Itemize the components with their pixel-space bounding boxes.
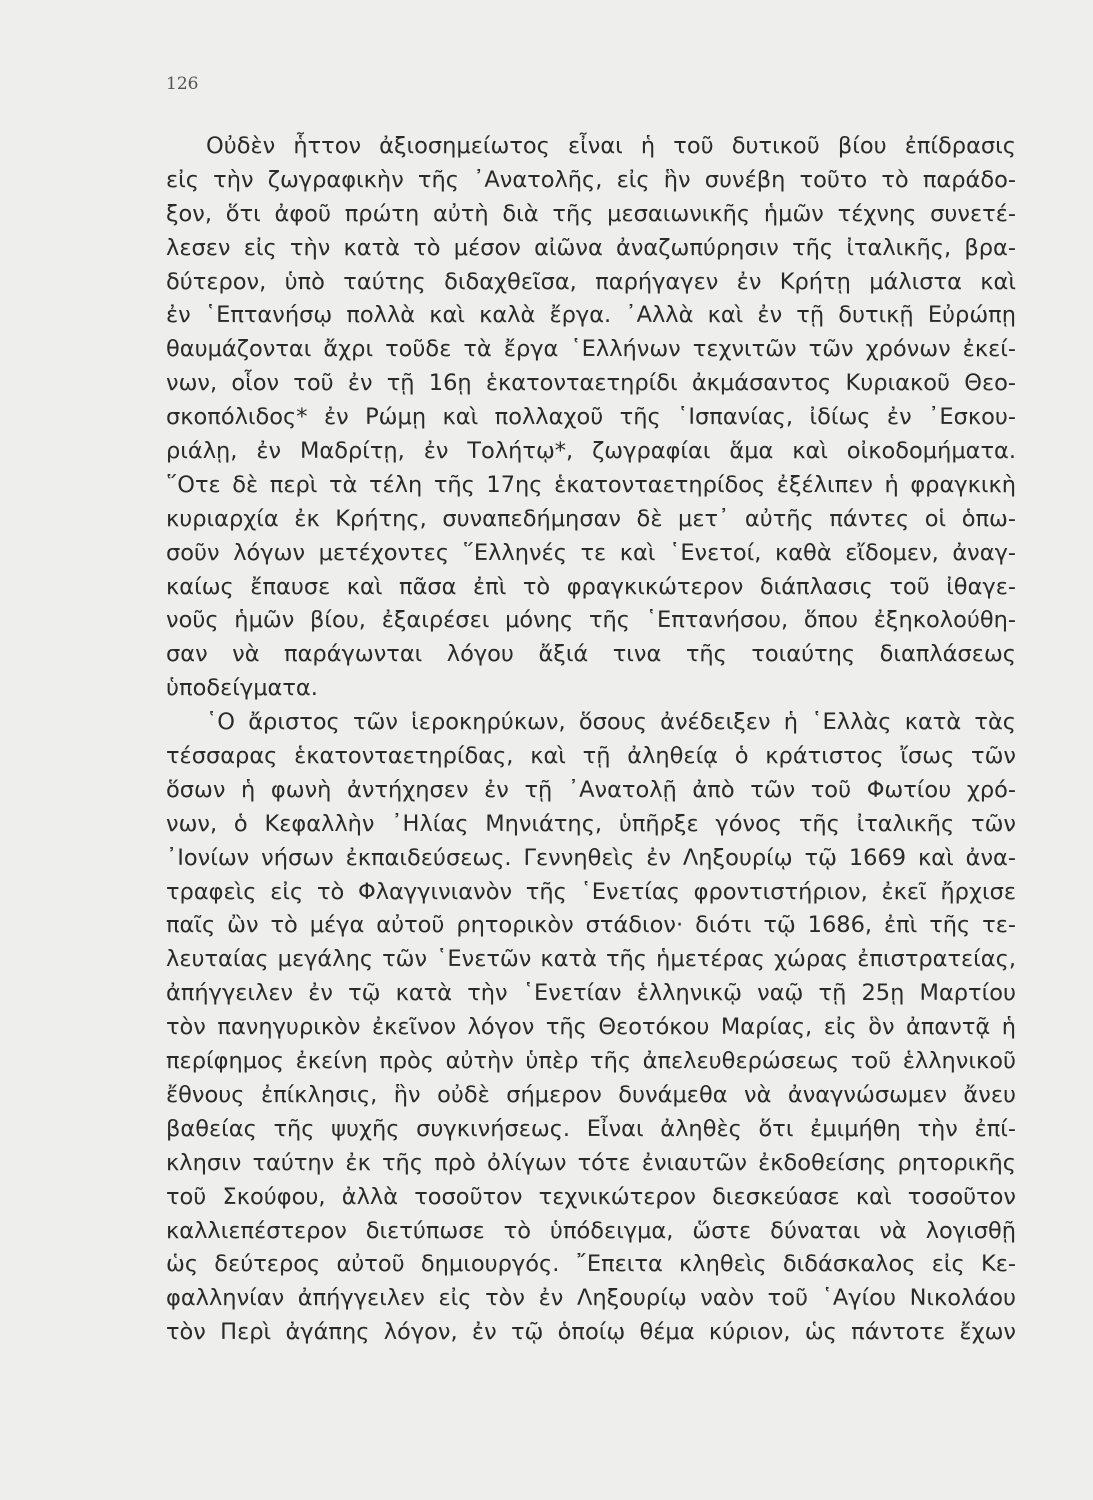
page-number: 126 (166, 74, 199, 94)
text-line: ἐν ῾Επτανήσῳ πολλὰ καὶ καλὰ ἔργα. ᾿Αλλὰ καὶ ἐν τῇ δυτικῇ Εὐρώπῃ (166, 302, 1016, 329)
text-line: τὸν πανηγυρικὸν ἐκεῖνον λόγον τῆς Θεοτόκου Μαρίας, εἰς ὃν ἀπαντᾷ ἡ (166, 1014, 1016, 1041)
text-line: δύτερον, ὑπὸ ταύτης διδαχθεῖσα, παρήγαγεν ἐν Κρήτῃ μάλιστα καὶ (166, 268, 1016, 295)
text-line: φαλληνίαν ἀπήγγειλεν εἰς τὸν ἐν Ληξουρίῳ ναὸν τοῦ ῾Αγίου Νικολάου (166, 1285, 1016, 1312)
paragraph-1 (166, 130, 1016, 706)
text-line: τραφεὶς εἰς τὸ Φλαγγινιανὸν τῆς ῾Ενετίας φροντιστήριον, ἐκεῖ ἤρχισε (166, 878, 1016, 905)
text-line: ὑποδείγματα. (166, 675, 318, 702)
text-line: καίως ἔπαυσε καὶ πᾶσα ἐπὶ τὸ φραγκικώτερον διάπλασις τοῦ ἰθαγε- (166, 573, 1016, 600)
text-line: νων, ὁ Κεφαλλὴν ᾿Ηλίας Μηνιάτης, ὑπῆρξε γόνος τῆς ἰταλικῆς τῶν (166, 810, 1016, 837)
text-line: τὸν Περὶ ἀγάπης λόγον, ἐν τῷ ὁποίῳ θέμα κύριον, ὡς πάντοτε ἔχων (166, 1319, 1016, 1346)
text-line: κλησιν ταύτην ἐκ τῆς πρὸ ὀλίγων τότε ἐνιαυτῶν ἐκδοθείσης ρητορικῆς (166, 1149, 1016, 1176)
text-line: ῾Ο ἄριστος τῶν ἱεροκηρύκων, ὅσους ἀνέδειξεν ἡ ῾Ελλὰς κατὰ τὰς (206, 709, 1016, 736)
text-line: παῖς ὢν τὸ μέγα αὐτοῦ ρητορικὸν στάδιον· διότι τῷ 1686, ἐπὶ τῆς τε- (166, 912, 1016, 939)
text-line: Οὐδὲν ἧττον ἀξιοσημείωτος εἶναι ἡ τοῦ δυτικοῦ βίου ἐπίδρασις (206, 133, 1016, 159)
body-text (166, 130, 1016, 1350)
text-line: ῞Οτε δὲ περὶ τὰ τέλη τῆς 17ης ἑκατονταετηρίδος ἐξέλιπεν ἡ φραγκικὴ (166, 471, 1016, 498)
text-line: λευταίας μεγάλης τῶν ῾Ενετῶν κατὰ τῆς ἡμετέρας χώρας ἐπιστρατείας, (166, 946, 1016, 973)
text-line: σαν νὰ παράγωνται λόγου ἄξιά τινα τῆς τοιαύτης διαπλάσεως (166, 641, 1016, 668)
text-line: θαυμάζονται ἄχρι τοῦδε τὰ ἔργα ῾Ελλήνων τεχνιτῶν τῶν χρόνων ἐκεί- (166, 336, 1016, 363)
text-line: εἰς τὴν ζωγραφικὴν τῆς ᾿Ανατολῆς, εἰς ἣν συνέβη τοῦτο τὸ παράδο- (166, 166, 1016, 193)
text-line: λεσεν εἰς τὴν κατὰ τὸ μέσον αἰῶνα ἀναζωπύρησιν τῆς ἰταλικῆς, βρα- (166, 234, 1016, 261)
text-line: βαθείας τῆς ψυχῆς συγκινήσεως. Εἶναι ἀληθὲς ὅτι ἐμιμήθη τὴν ἐπί- (166, 1115, 1016, 1142)
text-line: σοῦν λόγων μετέχοντες ῞Ελληνές τε καὶ ῾Ενετοί, καθὰ εἴδομεν, ἀναγ- (166, 539, 1016, 566)
text-line: κυριαρχία ἐκ Κρήτης, συναπεδήμησαν δὲ μετ᾿ αὐτῆς πάντες οἱ ὁπω- (166, 505, 1016, 532)
paragraph-2 (166, 706, 1016, 1350)
text-line: ἀπήγγειλεν ἐν τῷ κατὰ τὴν ῾Ενετίαν ἑλληνικῷ ναῷ τῇ 25ῃ Μαρτίου (166, 980, 1016, 1007)
text-line: καλλιεπέστερον διετύπωσε τὸ ὑπόδειγμα, ὥστε δύναται νὰ λογισθῇ (166, 1217, 1016, 1244)
text-line: ξον, ὅτι ἀφοῦ πρώτη αὐτὴ διὰ τῆς μεσαιωνικῆς ἡμῶν τέχνης συνετέ- (166, 200, 1016, 227)
text-line: σκοπόλιδος* ἐν Ρώμῃ καὶ πολλαχοῦ τῆς ῾Ισπανίας, ἰδίως ἐν ᾿Εσκου- (166, 404, 1016, 431)
text-line: τοῦ Σκούφου, ἀλλὰ τοσοῦτον τεχνικώτερον διεσκεύασε καὶ τοσοῦτον (166, 1183, 1016, 1210)
text-line: ὡς δεύτερος αὐτοῦ δημιουργός. ῎Επειτα κληθεὶς διδάσκαλος εἰς Κε- (166, 1251, 1016, 1278)
text-line: ᾿Ιονίων νήσων ἐκπαιδεύσεως. Γεννηθεὶς ἐν Ληξουρίῳ τῷ 1669 καὶ ἀνα- (166, 844, 1016, 871)
text-line: ἔθνους ἐπίκλησις, ἣν οὐδὲ σήμερον δυνάμεθα νὰ ἀναγνώσωμεν ἄνευ (166, 1081, 1016, 1108)
text-line: νοῦς ἡμῶν βίου, ἐξαιρέσει μόνης τῆς ῾Επτανήσου, ὅπου ἐξηκολούθη- (166, 607, 1016, 634)
text-line: περίφημος ἐκείνη πρὸς αὐτὴν ὑπὲρ τῆς ἀπελευθερώσεως τοῦ ἑλληνικοῦ (166, 1048, 1016, 1075)
text-line: τέσσαρας ἑκατονταετηρίδας, καὶ τῇ ἀληθείᾳ ὁ κράτιστος ἴσως τῶν (166, 743, 1016, 770)
text-line: ριάλῃ, ἐν Μαδρίτῃ, ἐν Τολήτῳ*, ζωγραφίαι ἅμα καὶ οἰκοδομήματα. (166, 438, 1016, 465)
text-line: ὅσων ἡ φωνὴ ἀντήχησεν ἐν τῇ ᾿Ανατολῇ ἀπὸ τῶν τοῦ Φωτίου χρό- (166, 776, 1016, 803)
text-line: νων, οἷον τοῦ ἐν τῇ 16ῃ ἑκατονταετηρίδι ἀκμάσαντος Κυριακοῦ Θεο- (166, 370, 1016, 397)
